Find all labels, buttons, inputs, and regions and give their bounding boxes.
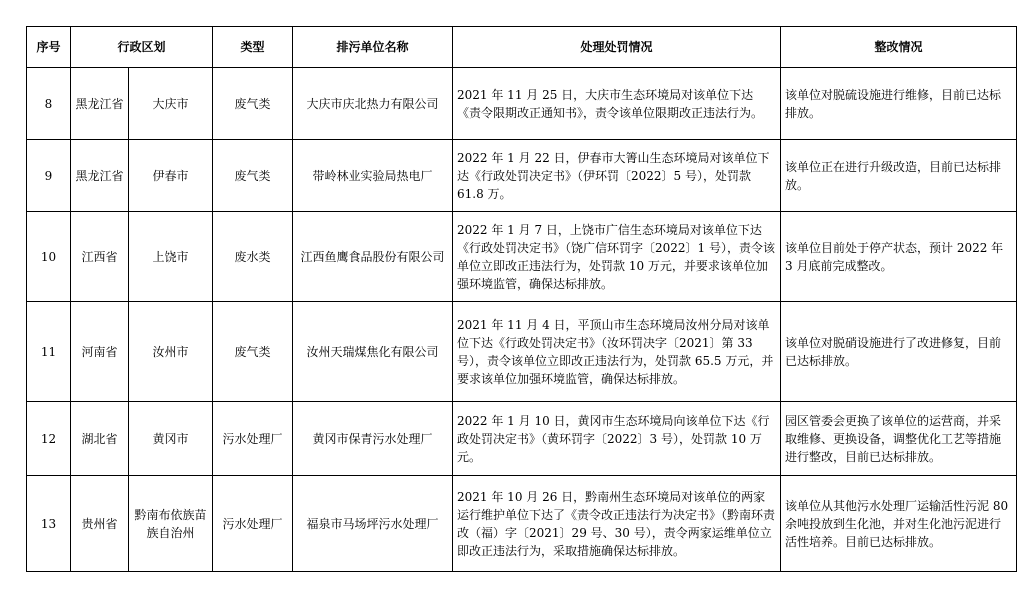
row-city: 大庆市: [129, 68, 213, 140]
row-unit: 汝州天瑞煤焦化有限公司: [293, 302, 453, 402]
row-penalty: 2021 年 11 月 4 日，平顶山市生态环境局汝州分局对该单位下达《行政处罚决定书》（汝环罚决字〔2021〕第 33 号），责令该单位立即改正违法行为，处罚款 65.5 万元，并要求该单位加强环境监管，确保达标排放。: [453, 302, 781, 402]
row-no: 10: [27, 212, 71, 302]
row-penalty: 2021 年 11 月 25 日，大庆市生态环境局对该单位下达《责令限期改正通知书》，责令该单位限期改正违法行为。: [453, 68, 781, 140]
row-city: 上饶市: [129, 212, 213, 302]
row-rectify: 该单位正在进行升级改造，目前已达标排放。: [781, 140, 1017, 212]
table-row: [27, 476, 1017, 572]
row-rectify: 该单位从其他污水处理厂运输活性污泥 80 余吨投放到生化池，并对生化池污泥进行活性培养。目前已达标排放。: [781, 476, 1017, 572]
row-rectify: 该单位对脱硫设施进行维修，目前已达标排放。: [781, 68, 1017, 140]
row-province: 河南省: [71, 302, 129, 402]
row-type: 废气类: [213, 302, 293, 402]
header-no: 序号: [27, 27, 71, 68]
row-city: 黔南布依族苗族自治州: [129, 476, 213, 572]
header-row: [27, 27, 1017, 68]
table-row: [27, 140, 1017, 212]
row-type: 污水处理厂: [213, 402, 293, 476]
row-penalty: 2022 年 1 月 7 日，上饶市广信生态环境局对该单位下达《行政处罚决定书》（饶广信环罚字〔2022〕1 号），责令该单位立即改正违法行为，处罚款 10 万元，并要求该单位加强环境监管，确保达标排放。: [453, 212, 781, 302]
row-penalty: 2021 年 10 月 26 日，黔南州生态环境局对该单位的两家运行维护单位下达了《责令改正违法行为决定书》（黔南环责改（福）字〔2021〕29 号、30 号），责令两家运维单位立即改正违法行为，采取措施确保达标排放。: [453, 476, 781, 572]
row-type: 废气类: [213, 140, 293, 212]
table-row: [27, 68, 1017, 140]
row-penalty: 2022 年 1 月 10 日，黄冈市生态环境局向该单位下达《行政处罚决定书》（黄环罚字〔2022〕3 号），处罚款 10 万元。: [453, 402, 781, 476]
row-type: 废水类: [213, 212, 293, 302]
row-unit: 黄冈市保青污水处理厂: [293, 402, 453, 476]
row-city: 伊春市: [129, 140, 213, 212]
header-rectify: 整改情况: [781, 27, 1017, 68]
row-type: 污水处理厂: [213, 476, 293, 572]
row-penalty: 2022 年 1 月 22 日，伊春市大箐山生态环境局对该单位下达《行政处罚决定书》（伊环罚〔2022〕5 号），处罚款 61.8 万。: [453, 140, 781, 212]
header-unit: 排污单位名称: [293, 27, 453, 68]
row-unit: 江西鱼鹰食品股份有限公司: [293, 212, 453, 302]
row-city: 汝州市: [129, 302, 213, 402]
row-rectify: 该单位目前处于停产状态，预计 2022 年 3 月底前完成整改。: [781, 212, 1017, 302]
row-province: 湖北省: [71, 402, 129, 476]
header-type: 类型: [213, 27, 293, 68]
row-city: 黄冈市: [129, 402, 213, 476]
row-unit: 大庆市庆北热力有限公司: [293, 68, 453, 140]
row-unit: 福泉市马场坪污水处理厂: [293, 476, 453, 572]
row-province: 黑龙江省: [71, 140, 129, 212]
row-no: 9: [27, 140, 71, 212]
row-no: 13: [27, 476, 71, 572]
header-region: 行政区划: [71, 27, 213, 68]
report-table: [26, 26, 1017, 572]
row-province: 江西省: [71, 212, 129, 302]
row-no: 11: [27, 302, 71, 402]
row-rectify: 该单位对脱硝设施进行了改进修复，目前已达标排放。: [781, 302, 1017, 402]
header-penalty: 处理处罚情况: [453, 27, 781, 68]
row-no: 12: [27, 402, 71, 476]
row-rectify: 园区管委会更换了该单位的运营商，并采取维修、更换设备，调整优化工艺等措施进行整改，目前已达标排放。: [781, 402, 1017, 476]
table-row: [27, 212, 1017, 302]
row-province: 黑龙江省: [71, 68, 129, 140]
row-province: 贵州省: [71, 476, 129, 572]
table-row: [27, 302, 1017, 402]
row-no: 8: [27, 68, 71, 140]
table-row: [27, 402, 1017, 476]
row-type: 废气类: [213, 68, 293, 140]
row-unit: 带岭林业实验局热电厂: [293, 140, 453, 212]
